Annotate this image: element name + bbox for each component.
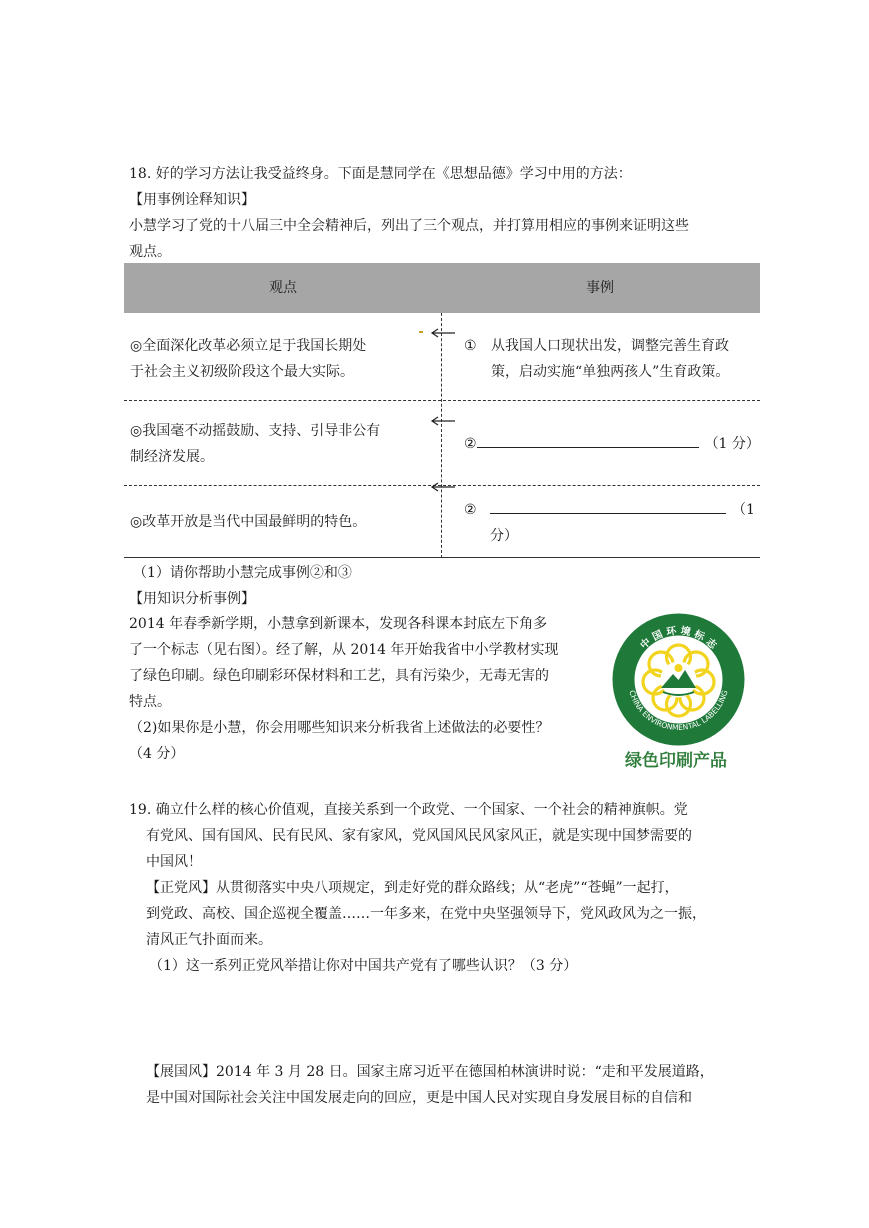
arrow-left-icon <box>430 327 456 339</box>
q18-section1-title: 【用事例诠释知识】 <box>129 192 255 208</box>
q19-line3: 中国风！ <box>146 854 202 870</box>
viewpoint-example-table <box>124 263 760 558</box>
row1-example-line2: 策，启动实施“单独两孩人”生育政策。 <box>491 364 730 380</box>
row3-answer-blank[interactable] <box>490 497 726 514</box>
q18-sub1: （1）请你帮助小慧完成事例②和③ <box>133 565 352 581</box>
row1-example-num: ① <box>464 338 477 354</box>
row-divider-1 <box>124 400 760 401</box>
q19-p1-line3: 清风正气扑面而来。 <box>146 932 272 948</box>
table-header <box>124 263 760 313</box>
arrow-left-icon <box>430 481 456 493</box>
logo-ring-bottom-text: CHINA ENVIRONMENTAL LABELLING <box>627 689 730 733</box>
row1-view-line1: ◎全面深化改革必须立足于我国长期处 <box>130 338 367 354</box>
q18-para-line1: 2014 年春季新学期，小慧拿到新课本，发现各科课本封底左下角多 <box>129 616 548 632</box>
row1-example <box>491 333 729 385</box>
q19-sub1: （1）这一系列正党风举措让你对中国共产党有了哪些认识？（3 分） <box>149 958 578 974</box>
q18-context-line2: 观点。 <box>129 244 171 260</box>
row2-example-num: ② <box>464 436 477 452</box>
row2-score: （1 分） <box>704 436 760 452</box>
q18-section2-title: 【用知识分析事例】 <box>129 591 255 607</box>
logo-ring-top-text: 中 国 环 境 标 志 <box>638 625 719 652</box>
logo-caption: 绿色印刷产品 <box>625 751 727 771</box>
q18-intro: 18. 好的学习方法让我受益终身。下面是慧同学在《思想品德》学习中用的方法： <box>129 166 632 182</box>
q18-context-line1: 小慧学习了党的十八届三中全会精神后，列出了三个观点，并打算用相应的事例来证明这些 <box>129 218 689 234</box>
q18-sub2-line2: （4 分） <box>129 746 185 762</box>
q19-p2-line1: 【展国风】2014 年 3 月 28 日。国家主席习近平在德国柏林演讲时说：“走和平发展道路， <box>146 1064 714 1080</box>
column-divider <box>441 313 442 558</box>
row3-score-b: 分） <box>490 528 518 544</box>
row3-score-a: （1 <box>732 502 755 518</box>
row2-view-line2: 制经济发展。 <box>130 449 214 465</box>
q18-para-line2: 了一个标志（见右图）。经了解，从 2014 年开始我省中小学教材实现 <box>129 642 559 658</box>
row2-answer-blank[interactable] <box>477 431 699 448</box>
row3-example-num: ② <box>464 502 477 518</box>
row2-view <box>130 418 380 470</box>
q19-p1-line1: 【正党风】从贯彻落实中央八项规定，到走好党的群众路线；从“老虎”“苍蝇”一起打， <box>146 880 679 896</box>
row3-example <box>490 497 755 549</box>
q19-line1: 19. 确立什么样的核心价值观，直接关系到一个政党、一个国家、一个社会的精神旗帜。党 <box>129 802 688 818</box>
q19-p2-line2: 是中国对国际社会关注中国发展走向的回应，更是中国人民对实现自身发展目标的自信和 <box>146 1090 692 1106</box>
row1-view-line2: 于社会主义初级阶段这个最大实际。 <box>130 364 354 380</box>
arrow-left-icon <box>430 415 456 427</box>
row3-view: ◎改革开放是当代中国最鲜明的特色。 <box>130 514 367 530</box>
q18-para-line4: 特点。 <box>129 694 171 710</box>
row2-example <box>464 431 760 457</box>
row2-view-line1: ◎我国毫不动摇鼓励、支持、引导非公有 <box>130 423 381 439</box>
row1-view <box>130 333 366 385</box>
header-example: 事例 <box>586 280 614 296</box>
stray-mark <box>419 331 423 333</box>
row1-example-line1: 从我国人口现状出发，调整完善生育政 <box>491 338 729 354</box>
q18-para-line3: 了绿色印刷。绿色印刷彩环保材料和工艺，具有污染少，无毒无害的 <box>129 668 549 684</box>
china-environmental-label-logo <box>611 612 746 747</box>
q19-p1-line2: 到党政、高校、国企巡视全覆盖……一年多来，在党中央坚强领导下，党风政风为之一振， <box>146 906 706 922</box>
q18-sub2-line1: （2)如果你是小慧，你会用哪些知识来分析我省上述做法的必要性？ <box>129 720 550 736</box>
q19-line2: 有党风、国有国风、民有民风、家有家风，党风国风民风家风正，就是实现中国梦需要的 <box>146 828 692 844</box>
header-viewpoint: 观点 <box>269 280 297 296</box>
table-bottom-border <box>124 557 760 558</box>
